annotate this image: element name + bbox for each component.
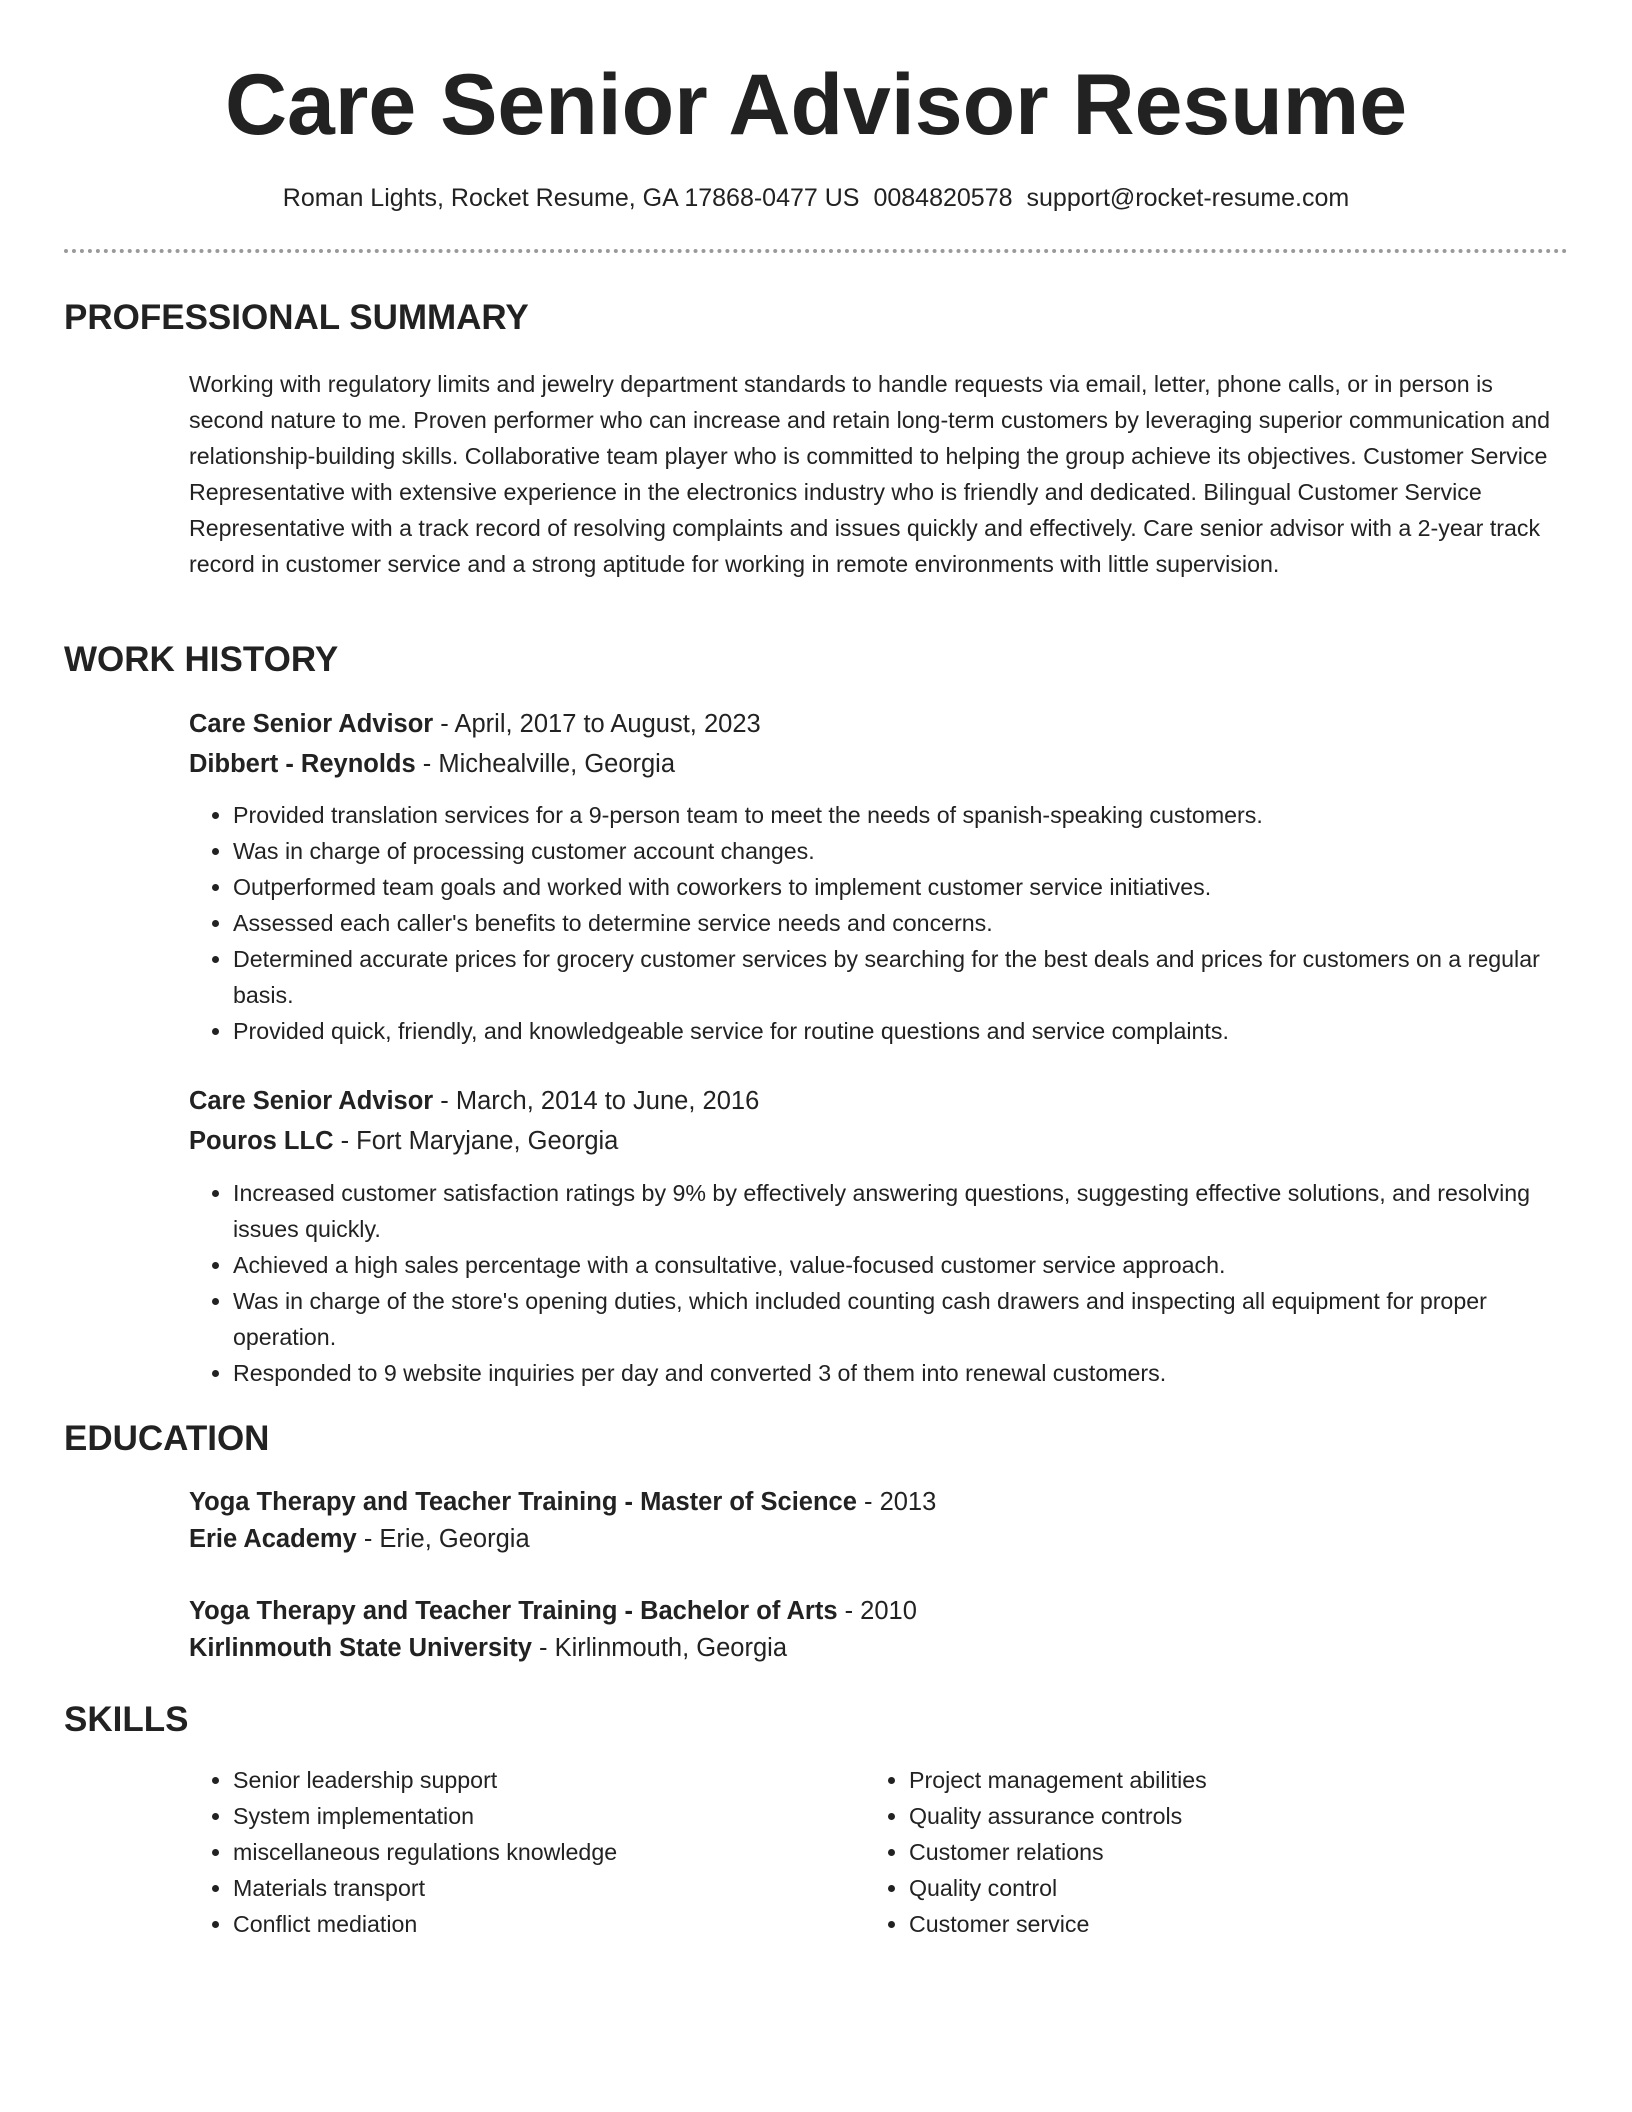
skill-item: • Customer relations (909, 1834, 1505, 1870)
skills-heading: SKILLS (64, 1700, 189, 1739)
degree-year: - 2013 (856, 1488, 937, 1516)
phone: 0084820578 (873, 184, 1013, 212)
school: Kirlinmouth State University (189, 1634, 532, 1662)
job-location: - Fort Maryjane, Georgia (333, 1127, 619, 1155)
education-degree-line (189, 1591, 1571, 1631)
job-location: - Michealville, Georgia (415, 750, 676, 778)
education-school-line (189, 1628, 1571, 1668)
summary-heading: PROFESSIONAL SUMMARY (64, 298, 529, 337)
list-item: • Responded to 9 website inquiries per day and converted 3 of them into renewal customers. (233, 1355, 1571, 1391)
work-history-heading: WORK HISTORY (64, 640, 339, 679)
skills-list-right (865, 1762, 1505, 1942)
email: support@rocket-resume.com (1026, 184, 1350, 212)
job-bullets (189, 797, 1571, 1049)
education-school-line (189, 1519, 1571, 1559)
school: Erie Academy (189, 1525, 357, 1553)
job-title-line (189, 1081, 1571, 1121)
job-company: Pouros LLC (189, 1127, 334, 1155)
address: Roman Lights, Rocket Resume, GA 17868-0477 US (282, 184, 860, 212)
skill-item: • Quality control (909, 1870, 1505, 1906)
skill-item: • Materials transport (233, 1870, 829, 1906)
list-item: • Was in charge of processing customer account changes. (233, 833, 1571, 869)
list-item: • Assessed each caller's benefits to determine service needs and concerns. (233, 905, 1571, 941)
job-title-line (189, 704, 1571, 744)
education-heading: EDUCATION (64, 1419, 270, 1458)
list-item: • Increased customer satisfaction ratings by 9% by effectively answering questions, suggesting effective solutions, and resolving issues quickly. (233, 1175, 1571, 1247)
skill-item: • miscellaneous regulations knowledge (233, 1834, 829, 1870)
education-degree-line (189, 1482, 1571, 1522)
list-item: • Provided translation services for a 9-person team to meet the needs of spanish-speaking customers. (233, 797, 1571, 833)
job-bullets (189, 1175, 1571, 1391)
skill-item: • Senior leadership support (233, 1762, 829, 1798)
job-company-line (189, 1121, 1571, 1161)
skill-item: • Conflict mediation (233, 1906, 829, 1942)
job-dates: - March, 2014 to June, 2016 (433, 1087, 760, 1115)
degree: Yoga Therapy and Teacher Training - Bachelor of Arts (189, 1597, 838, 1625)
list-item: • Provided quick, friendly, and knowledgeable service for routine questions and service complaints. (233, 1013, 1571, 1049)
list-item: • Determined accurate prices for grocery customer services by searching for the best deals and prices for customers on a regular basis. (233, 941, 1571, 1013)
job-company: Dibbert - Reynolds (189, 750, 416, 778)
contact-line (0, 180, 1632, 216)
job-dates: - April, 2017 to August, 2023 (433, 710, 761, 738)
skill-item: • Customer service (909, 1906, 1505, 1942)
skills-list-left (189, 1762, 829, 1942)
job-role: Care Senior Advisor (189, 710, 434, 738)
list-item: • Was in charge of the store's opening duties, which included counting cash drawers and inspecting all equipment for proper operation. (233, 1283, 1571, 1355)
summary-text: Working with regulatory limits and jewelry department standards to handle requests via email, letter, phone calls, or in person is second nature to me. Proven performer who can increase and retain long-term customers by leveraging superior communication and relationship-building skills. Collaborative team player who is committed to helping the group achieve its objectives. Customer Service Representative with extensive experience in the electronics industry who is friendly and dedicated. Bilingual Customer Service Representative with a track record of resolving complaints and issues quickly and effectively. Care senior advisor with a 2-year track record in customer service and a strong aptitude for working in remote environments with little supervision. (189, 371, 1551, 577)
school-location: - Kirlinmouth, Georgia (531, 1634, 788, 1662)
degree: Yoga Therapy and Teacher Training - Master of Science (189, 1488, 857, 1516)
skill-item: • Quality assurance controls (909, 1798, 1505, 1834)
list-item: • Outperformed team goals and worked with coworkers to implement customer service initiatives. (233, 869, 1571, 905)
job-company-line (189, 744, 1571, 784)
job-role: Care Senior Advisor (189, 1087, 434, 1115)
degree-year: - 2010 (837, 1597, 917, 1625)
school-location: - Erie, Georgia (356, 1525, 530, 1553)
header-divider (64, 249, 1568, 253)
list-item: • Achieved a high sales percentage with a consultative, value-focused customer service approach. (233, 1247, 1571, 1283)
skill-item: • System implementation (233, 1798, 829, 1834)
skill-item: • Project management abilities (909, 1762, 1505, 1798)
resume-title: Care Senior Advisor Resume (224, 57, 1408, 153)
